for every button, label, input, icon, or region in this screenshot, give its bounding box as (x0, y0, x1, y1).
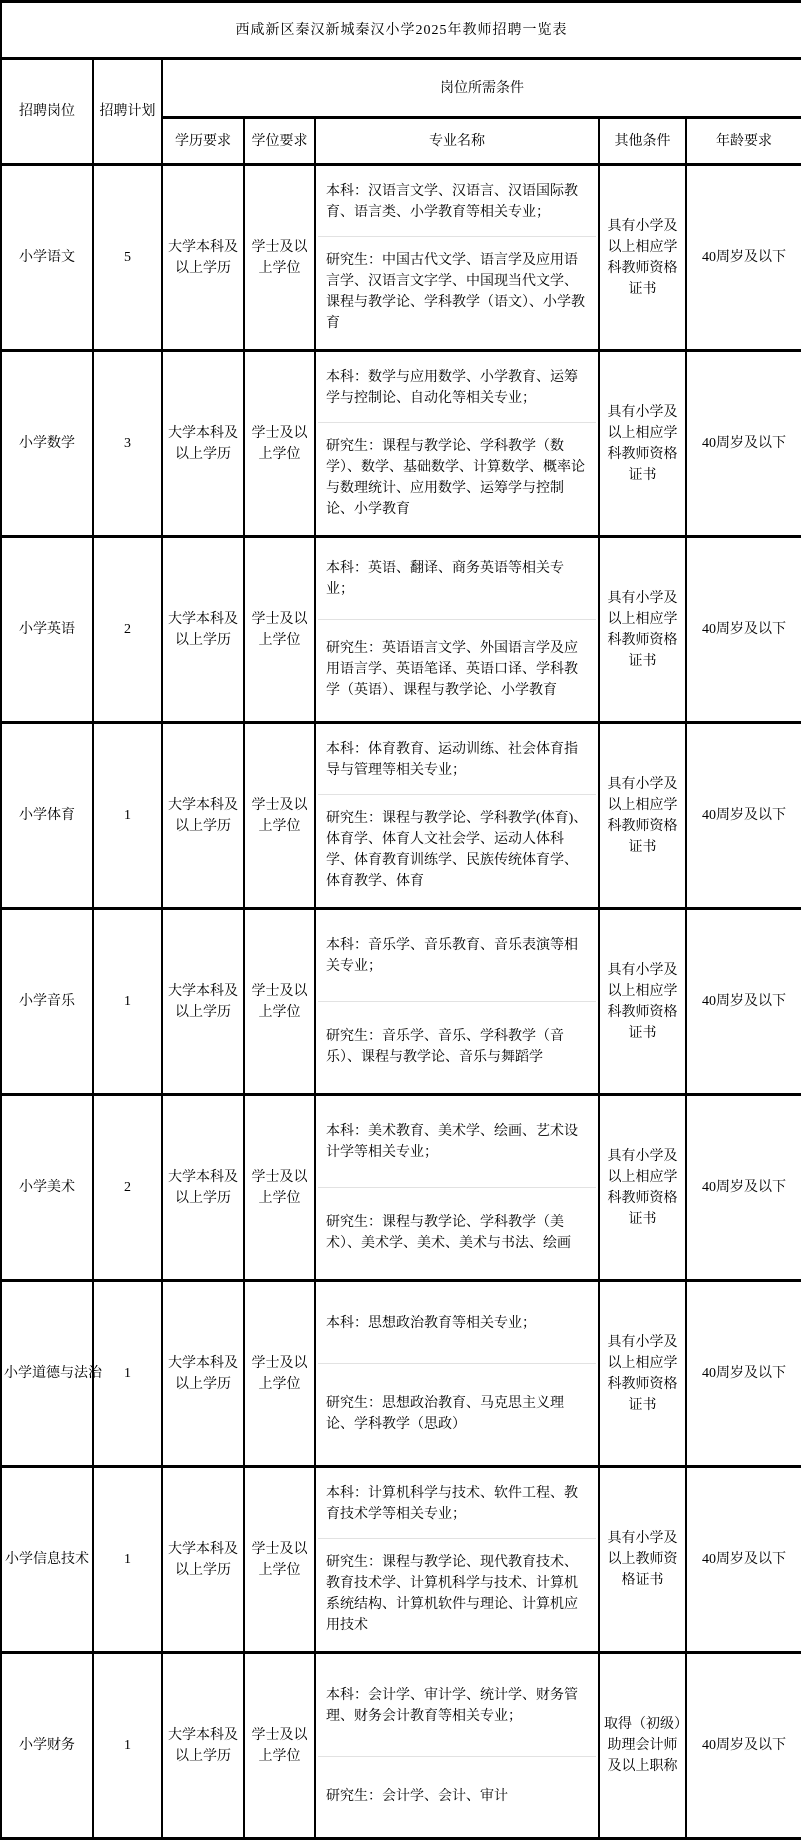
age-cell: 40周岁及以下 (686, 1653, 801, 1839)
major-cell (315, 1467, 599, 1653)
graduate-majors: 研究生：课程与教学论、学科教学（数学）、数学、基础数学、计算数学、概率论与数理统计、应用数学、运筹学与控制论、小学教育 (326, 439, 585, 518)
major-cell (315, 909, 599, 1095)
other-condition-cell: 具有小学及以上相应学科教师资格证书 (599, 537, 686, 723)
bachelor-majors: 本科：数学与应用数学、小学教育、运筹学与控制论、自动化等相关专业； (318, 354, 596, 424)
col-header-other: 其他条件 (599, 118, 686, 165)
table-row-pe (1, 723, 801, 909)
age-cell: 40周岁及以下 (686, 1281, 801, 1467)
col-header-education: 学历要求 (162, 118, 244, 165)
table-row-music (1, 909, 801, 1095)
education-cell: 大学本科及以上学历 (162, 351, 244, 537)
plan-cell: 2 (93, 1095, 162, 1281)
graduate-majors: 研究生：中国古代文学、语言学及应用语言学、汉语言文字学、中国现当代文学、课程与教学论、学科教学（语文）、小学教育 (326, 253, 585, 332)
col-header-plan: 招聘计划 (93, 59, 162, 165)
header-row-top (1, 59, 801, 118)
col-header-conditions-group: 岗位所需条件 (162, 59, 801, 118)
table-row-chinese (1, 165, 801, 351)
education-cell: 大学本科及以上学历 (162, 1281, 244, 1467)
title-row (1, 2, 801, 59)
table-row-finance (1, 1653, 801, 1839)
age-cell: 40周岁及以下 (686, 165, 801, 351)
page-title: 西咸新区秦汉新城秦汉小学2025年教师招聘一览表 (1, 2, 801, 59)
other-condition-cell: 取得（初级）助理会计师及以上职称 (599, 1653, 686, 1839)
bachelor-majors: 本科：音乐学、音乐教育、音乐表演等相关专业； (318, 912, 596, 1003)
table-row-english (1, 537, 801, 723)
degree-cell: 学士及以上学位 (244, 1653, 315, 1839)
graduate-majors: 研究生：音乐学、音乐、学科教学（音乐）、课程与教学论、音乐与舞蹈学 (326, 1028, 564, 1065)
bachelor-majors: 本科：英语、翻译、商务英语等相关专业； (318, 540, 596, 620)
major-wrap (318, 540, 596, 720)
table-row-it (1, 1467, 801, 1653)
major-cell (315, 165, 599, 351)
degree-cell: 学士及以上学位 (244, 723, 315, 909)
other-condition-cell: 具有小学及以上相应学科教师资格证书 (599, 351, 686, 537)
age-cell: 40周岁及以下 (686, 723, 801, 909)
bachelor-majors: 本科：计算机科学与技术、软件工程、教育技术学等相关专业； (318, 1470, 596, 1540)
other-condition-cell: 具有小学及以上相应学科教师资格证书 (599, 723, 686, 909)
education-cell: 大学本科及以上学历 (162, 1467, 244, 1653)
other-condition-cell: 具有小学及以上教师资格证书 (599, 1467, 686, 1653)
graduate-majors: 研究生：课程与教学论、现代教育技术、教育技术学、计算机科学与技术、计算机系统结构、计算机软件与理论、计算机应用技术 (326, 1555, 578, 1634)
other-condition-cell: 具有小学及以上相应学科教师资格证书 (599, 909, 686, 1095)
other-condition-cell: 具有小学及以上相应学科教师资格证书 (599, 165, 686, 351)
education-cell: 大学本科及以上学历 (162, 909, 244, 1095)
age-cell: 40周岁及以下 (686, 1467, 801, 1653)
bachelor-majors: 本科：体育教育、运动训练、社会体育指导与管理等相关专业； (318, 726, 596, 796)
education-cell: 大学本科及以上学历 (162, 1653, 244, 1839)
table-row-math (1, 351, 801, 537)
age-cell: 40周岁及以下 (686, 1095, 801, 1281)
bachelor-majors: 本科：思想政治教育等相关专业； (318, 1284, 596, 1364)
age-cell: 40周岁及以下 (686, 351, 801, 537)
degree-cell: 学士及以上学位 (244, 909, 315, 1095)
degree-cell: 学士及以上学位 (244, 1281, 315, 1467)
graduate-majors: 研究生：英语语言文学、外国语言学及应用语言学、英语笔译、英语口译、学科教学（英语）、课程与教学论、小学教育 (326, 641, 578, 698)
major-cell (315, 1653, 599, 1839)
position-cell: 小学财务 (1, 1653, 93, 1839)
col-header-age: 年龄要求 (686, 118, 801, 165)
degree-cell: 学士及以上学位 (244, 1095, 315, 1281)
education-cell: 大学本科及以上学历 (162, 537, 244, 723)
degree-cell: 学士及以上学位 (244, 351, 315, 537)
education-cell: 大学本科及以上学历 (162, 1095, 244, 1281)
bachelor-majors: 本科：汉语言文学、汉语言、汉语国际教育、语言类、小学教育等相关专业； (318, 168, 596, 238)
plan-cell: 3 (93, 351, 162, 537)
graduate-majors: 研究生：会计学、会计、审计 (326, 1788, 508, 1804)
major-cell (315, 351, 599, 537)
plan-cell: 1 (93, 723, 162, 909)
col-header-position: 招聘岗位 (1, 59, 93, 165)
age-cell: 40周岁及以下 (686, 537, 801, 723)
plan-cell: 1 (93, 909, 162, 1095)
plan-cell: 1 (93, 1467, 162, 1653)
major-wrap (318, 1470, 596, 1650)
position-cell: 小学语文 (1, 165, 93, 351)
education-cell: 大学本科及以上学历 (162, 165, 244, 351)
major-wrap (318, 1284, 596, 1464)
table-row-morality-law (1, 1281, 801, 1467)
plan-cell: 2 (93, 537, 162, 723)
education-cell: 大学本科及以上学历 (162, 723, 244, 909)
other-condition-cell: 具有小学及以上相应学科教师资格证书 (599, 1281, 686, 1467)
bachelor-majors: 本科：会计学、审计学、统计学、财务管理、财务会计教育等相关专业； (318, 1656, 596, 1757)
position-cell: 小学音乐 (1, 909, 93, 1095)
major-cell (315, 723, 599, 909)
plan-cell: 5 (93, 165, 162, 351)
major-cell (315, 1281, 599, 1467)
position-cell: 小学道德与法治 (1, 1281, 93, 1467)
major-wrap (318, 726, 596, 906)
graduate-majors: 研究生：思想政治教育、马克思主义理论、学科教学（思政） (326, 1395, 564, 1432)
major-wrap (318, 354, 596, 534)
major-wrap (318, 168, 596, 348)
position-cell: 小学信息技术 (1, 1467, 93, 1653)
graduate-majors: 研究生：课程与教学论、学科教学(体育)、体育学、体育人文社会学、运动人体科学、体育教育训练学、民族传统体育学、体育教学、体育 (326, 811, 588, 890)
position-cell: 小学英语 (1, 537, 93, 723)
major-wrap (318, 1656, 596, 1836)
plan-cell: 1 (93, 1653, 162, 1839)
major-wrap (318, 912, 596, 1092)
plan-cell: 1 (93, 1281, 162, 1467)
col-header-major: 专业名称 (315, 118, 599, 165)
table-row-art (1, 1095, 801, 1281)
position-cell: 小学美术 (1, 1095, 93, 1281)
position-cell: 小学数学 (1, 351, 93, 537)
bachelor-majors: 本科：美术教育、美术学、绘画、艺术设计学等相关专业； (318, 1098, 596, 1189)
degree-cell: 学士及以上学位 (244, 1467, 315, 1653)
age-cell: 40周岁及以下 (686, 909, 801, 1095)
major-wrap (318, 1098, 596, 1278)
graduate-majors: 研究生：课程与教学论、学科教学（美术）、美术学、美术、美术与书法、绘画 (326, 1214, 571, 1251)
col-header-degree: 学位要求 (244, 118, 315, 165)
position-cell: 小学体育 (1, 723, 93, 909)
major-cell (315, 1095, 599, 1281)
degree-cell: 学士及以上学位 (244, 537, 315, 723)
degree-cell: 学士及以上学位 (244, 165, 315, 351)
other-condition-cell: 具有小学及以上相应学科教师资格证书 (599, 1095, 686, 1281)
major-cell (315, 537, 599, 723)
